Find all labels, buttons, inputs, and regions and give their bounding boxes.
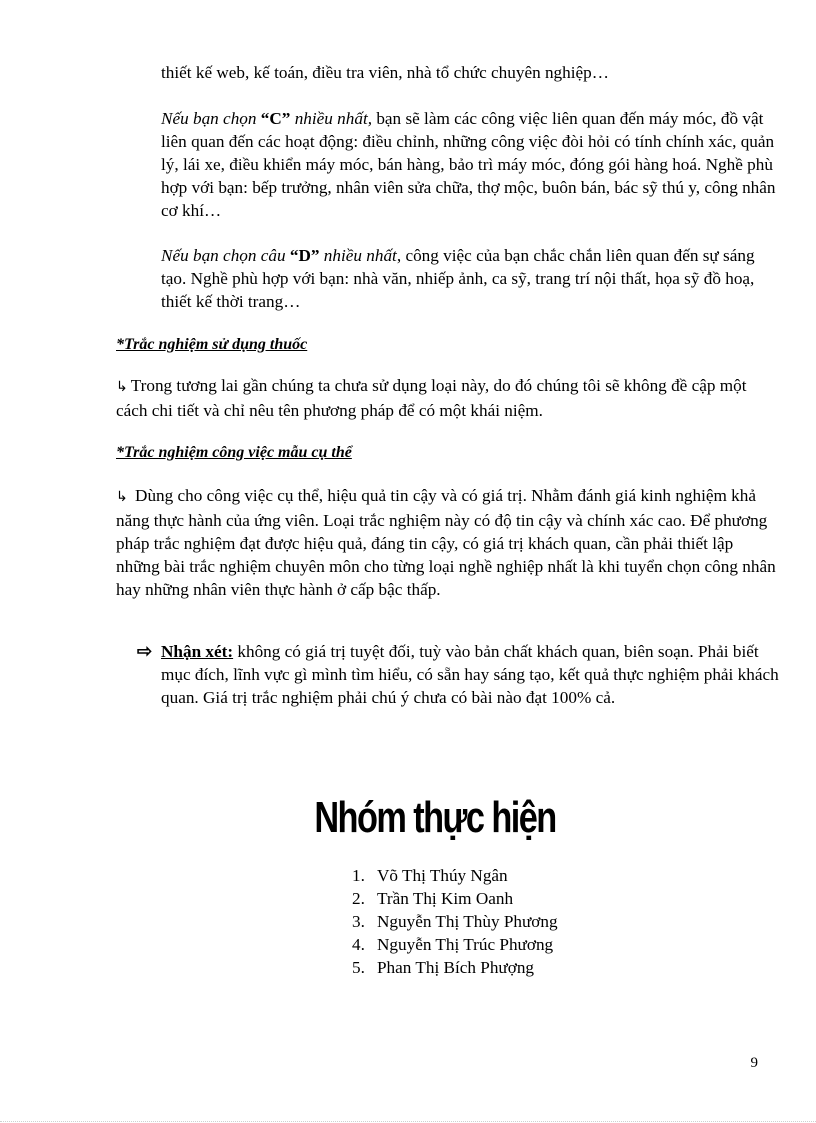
drug-test-paragraph bbox=[116, 374, 776, 422]
group-title: Nhóm thực hiện bbox=[314, 793, 556, 842]
member-list bbox=[352, 864, 558, 979]
page-number: 9 bbox=[750, 1055, 758, 1071]
list-item: 1. Võ Thị Thúy Ngân bbox=[352, 866, 508, 885]
list-item: 4. Nguyễn Thị Trúc Phương bbox=[352, 935, 554, 954]
hooked-arrow-icon: ↳ bbox=[116, 380, 128, 395]
outline-right-arrow-icon: ⇨ bbox=[137, 641, 153, 661]
option-d-lead: Nếu bạn chọn câu bbox=[161, 246, 290, 265]
option-c-paragraph bbox=[161, 107, 781, 222]
drug-test-heading: *Trắc nghiệm sử dụng thuốc bbox=[116, 336, 308, 353]
option-d-letter: “D” bbox=[289, 246, 320, 265]
work-sample-heading: *Trắc nghiệm công việc mẫu cụ thể bbox=[116, 444, 352, 461]
career-text-top-line: thiết kế web, kế toán, điều tra viên, nhà tổ chức chuyên nghiệp… bbox=[161, 63, 609, 82]
option-d-paragraph bbox=[161, 244, 781, 313]
option-c-lead: Nếu bạn chọn bbox=[161, 109, 261, 128]
list-item: 5. Phan Thị Bích Phượng bbox=[352, 958, 535, 977]
option-c-letter: “C” bbox=[260, 109, 291, 128]
drug-test-body: Trong tương lai gần chúng ta chưa sử dụng loại này, do đó chúng tôi sẽ không đề cập một cách chi tiết và chỉ nêu tên phương pháp để có một khái niệm. bbox=[116, 376, 747, 420]
work-sample-paragraph bbox=[116, 484, 776, 601]
option-d-body: , công việc của bạn chắc chắn liên quan đến sự sáng tạo. Nghề phù hợp với bạn: nhà văn, nhiếp ảnh, ca sỹ, trang trí nội thất, họa sỹ đồ hoạ, thiết kế thời trang… bbox=[161, 246, 755, 311]
remark-paragraph bbox=[161, 640, 781, 709]
hooked-arrow-icon: ↳ bbox=[116, 490, 128, 505]
option-c-body: bạn sẽ làm các công việc liên quan đến máy móc, đồ vật liên quan đến các hoạt động: điều chỉnh, những công việc đòi hỏi có tính chính xác, quản lý, lái xe, điều khiển máy móc, bán hàng, bảo trì máy móc, đóng gói hàng hoá. Nghề phù hợp với bạn: bếp trưởng, nhân viên sửa chữa, thợ mộc, buôn bán, bác sỹ thú y, công nhân cơ khí… bbox=[161, 109, 776, 220]
remark-label: Nhận xét: bbox=[161, 642, 234, 661]
option-d-lead-after: nhiều nhất bbox=[319, 246, 397, 265]
remark-body: không có giá trị tuyệt đối, tuỳ vào bản chất khách quan, biên soạn. Phải biết mục đích, lĩnh vực gì mình tìm hiểu, có sẵn hay sáng tạo, kết quả thực nghiệm phải khách quan. Giá trị trắc nghiệm phải chú ý chưa có bài nào đạt 100% cả. bbox=[161, 642, 779, 707]
option-c-lead-after: nhiều nhất, bbox=[290, 109, 373, 128]
list-item: 3. Nguyễn Thị Thùy Phương bbox=[352, 912, 558, 931]
list-item: 2. Trần Thị Kim Oanh bbox=[352, 889, 514, 908]
page-bottom-divider bbox=[0, 1121, 816, 1122]
work-sample-body: Dùng cho công việc cụ thể, hiệu quả tin cậy và có giá trị. Nhằm đánh giá kinh nghiệm khả năng thực hành của ứng viên. Loại trắc nghiệm này có độ tin cậy và chính xác cao. Để phương pháp trắc nghiệm đạt được hiệu quả, đáng tin cậy, có giá trị khách quan, cần phải thiết lập những bài trắc nghiệm chuyên môn cho từng loại nghề nghiệp nhất là khi tuyển chọn công nhân hay những nhân viên thực hành ở cấp bậc thấp. bbox=[116, 486, 776, 599]
